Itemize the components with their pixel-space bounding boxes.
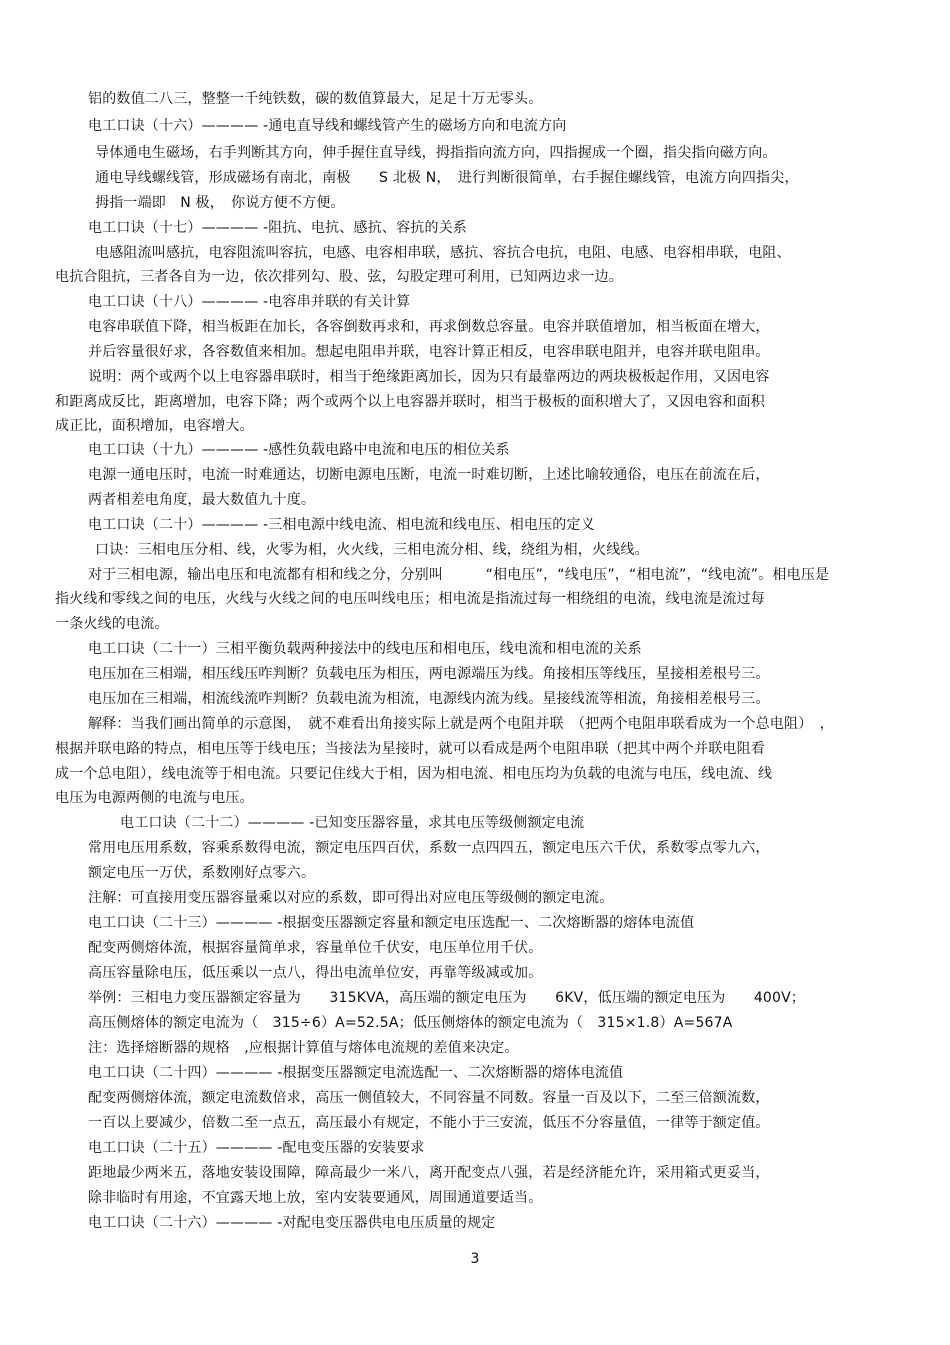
text-line: 距地最少两米五，落地安装设围障，障高最少一米八，离开配变点八强，若是经济能允许，采用箱式更妥当， — [88, 1165, 770, 1181]
text-line: 对于三相电源，输出电压和电流都有相和线之分，分别叫 “相电压”，“线电压”，“相电流”，“线电流”。相电压是 — [88, 567, 830, 583]
text-line: 电感阻流叫感抗，电容阻流叫容抗，电感、电容相串联，感抗、容抗合电抗，电阻、电感、电容相串联，电阻、 — [95, 245, 791, 261]
text-line: 指火线和零线之间的电压，火线与火线之间的电压叫线电压；相电流是指流过每一相绕组的电流，线电流是流过每 — [55, 591, 765, 607]
section-heading: 电工口诀（二十）———— -三相电源中线电流、相电流和线电压、相电压的定义 — [88, 517, 595, 533]
text-line: 根据并联电路的特点，相电压等于线电压；当接法为星接时，就可以看成是两个电阻串联（把其中两个并联电阻看 — [55, 741, 765, 757]
text-line: 导体通电生磁场，右手判断其方向，伸手握住直导线，拇指指向流方向，四指握成一个圈，指尖指向磁方向。 — [95, 145, 777, 161]
section-heading: 电工口诀（二十三）———— -根据变压器额定容量和额定电压选配一、二次熔断器的熔体电流值 — [88, 915, 695, 931]
section-heading: 电工口诀（二十六）———— -对配电变压器供电电压质量的规定 — [88, 1215, 496, 1231]
text-line: 注：选择熔断器的规格 ,应根据计算值与熔体电流规的差值来决定。 — [88, 1040, 519, 1056]
text-line: 说明：两个或两个以上电容器串联时，相当于绝缘距离加长，因为只有最靠两边的两块极板起作用，又因电容 — [88, 369, 770, 385]
section-heading: 电工口诀（十六）———— -通电直导线和螺线管产生的磁场方向和电流方向 — [88, 118, 567, 134]
section-heading: 电工口诀（十九）———— -感性负载电路中电流和电压的相位关系 — [88, 442, 510, 458]
text-line: 电压为电源两侧的电流与电压。 — [55, 790, 254, 806]
text-line: 解释：当我们画出简单的示意图， 就不难看出角接实际上就是两个电阻并联 （把两个电阻串联看成为一个总电阻） ， — [88, 716, 834, 732]
text-line: 电抗合阻抗，三者各自为一边，依次排列勾、股、弦，勾股定理可利用，已知两边求一边。 — [55, 269, 623, 285]
text-line: 口诀：三相电压分相、线，火零为相，火火线，三相电流分相、线，绕组为相，火线线。 — [95, 542, 649, 558]
text-line: 电容串联值下降，相当板距在加长，各容倒数再求和，再求倒数总容量。电容并联值增加，相当板面在增大， — [88, 319, 770, 335]
text-line: 两者相差电角度，最大数值九十度。 — [88, 492, 316, 508]
text-line: 电压加在三相端，相压线压咋判断？负载电压为相压，两电源端压为线。角接相压等线压，星接相差根号三。 — [88, 666, 770, 682]
text-line: 额定电压一万伏，系数刚好点零六。 — [88, 865, 316, 881]
text-line: 配变两侧熔体流，根据容量简单求，容量单位千伏安，电压单位用千伏。 — [88, 940, 543, 956]
section-heading: 电工口诀（二十五）———— -配电变压器的安装要求 — [88, 1140, 425, 1156]
text-line: 举例：三相电力变压器额定容量为 315KVA，高压端的额定电压为 6KV，低压端的额定电压为 400V； — [88, 990, 806, 1006]
text-line: 高压容量除电压，低压乘以一点八，得出电流单位安，再靠等级减或加。 — [88, 965, 543, 981]
text-line: 成正比，面积增加，电容增大。 — [55, 418, 254, 434]
text-line: 配变两侧熔体流，额定电流数倍求，高压一侧值较大，不同容量不同数。容量一百及以下，二至三倍额流数， — [88, 1090, 770, 1106]
page-number: 3 — [470, 1251, 480, 1267]
text-line: 高压侧熔体的额定电流为（ 315÷6）A=52.5A；低压侧熔体的额定电流为（ 315×1.8）A=567A — [88, 1015, 733, 1031]
text-line: 电源一通电压时，电流一时难通达，切断电源电压断，电流一时难切断，上述比喻较通俗，电压在前流在后， — [88, 467, 770, 483]
text-line: 一百以上要减少，倍数二至一点五，高压最小有规定，不能小于三安流，低压不分容量值，一律等于额定值。 — [88, 1115, 770, 1131]
section-heading: 电工口诀（二十二）———— -已知变压器容量，求其电压等级侧额定电流 — [120, 815, 585, 831]
text-line: 和距离成反比，距离增加，电容下降；两个或两个以上电容器并联时，相当于极板的面积增大了，又因电容和面积 — [55, 394, 765, 410]
text-line: 电压加在三相端，相流线流咋判断？负载电流为相流，电源线内流为线。星接线流等相流，角接相差根号三。 — [88, 691, 770, 707]
text-line: 常用电压用系数，容乘系数得电流，额定电压四百伏，系数一点四四五，额定电压六千伏，系数零点零九六， — [88, 840, 770, 856]
text-line: 并后容量很好求，各容数值来相加。想起电阻串并联，电容计算正相反，电容串联电阻并，电容并联电阻串。 — [88, 344, 770, 360]
section-heading: 电工口诀（二十四）———— -根据变压器额定电流选配一、二次熔断器的熔体电流值 — [88, 1065, 624, 1081]
text-line: 通电导线螺线管，形成磁场有南北，南极 S 北极 N， 进行判断很简单，右手握住螺线管，电流方向四指尖， — [95, 170, 799, 186]
section-heading: 电工口诀（十七）———— -阻抗、电抗、感抗、容抗的关系 — [88, 220, 468, 236]
section-heading: 电工口诀（十八）———— -电容串并联的有关计算 — [88, 294, 411, 310]
section-heading: 电工口诀（二十一）三相平衡负载两种接法中的线电压和相电压，线电流和相电流的关系 — [88, 641, 642, 657]
text-line: 除非临时有用途，不宜露天地上放，室内安装要通风，周围通道要适当。 — [88, 1190, 543, 1206]
text-line: 铝的数值二八三，整整一千纯铁数，碳的数值算最大，足足十万无零头。 — [88, 91, 543, 107]
text-line: 拇指一端即 N 极， 你说方便不方便。 — [95, 195, 345, 211]
text-line: 一条火线的电流。 — [55, 616, 169, 632]
text-line: 注解：可直接用变压器容量乘以对应的系数，即可得出对应电压等级侧的额定电流。 — [88, 890, 614, 906]
text-line: 成一个总电阻），线电流等于相电流。只要记住线大于相，因为相电流、相电压均为负载的电流与电压，线电流、线 — [55, 766, 773, 782]
